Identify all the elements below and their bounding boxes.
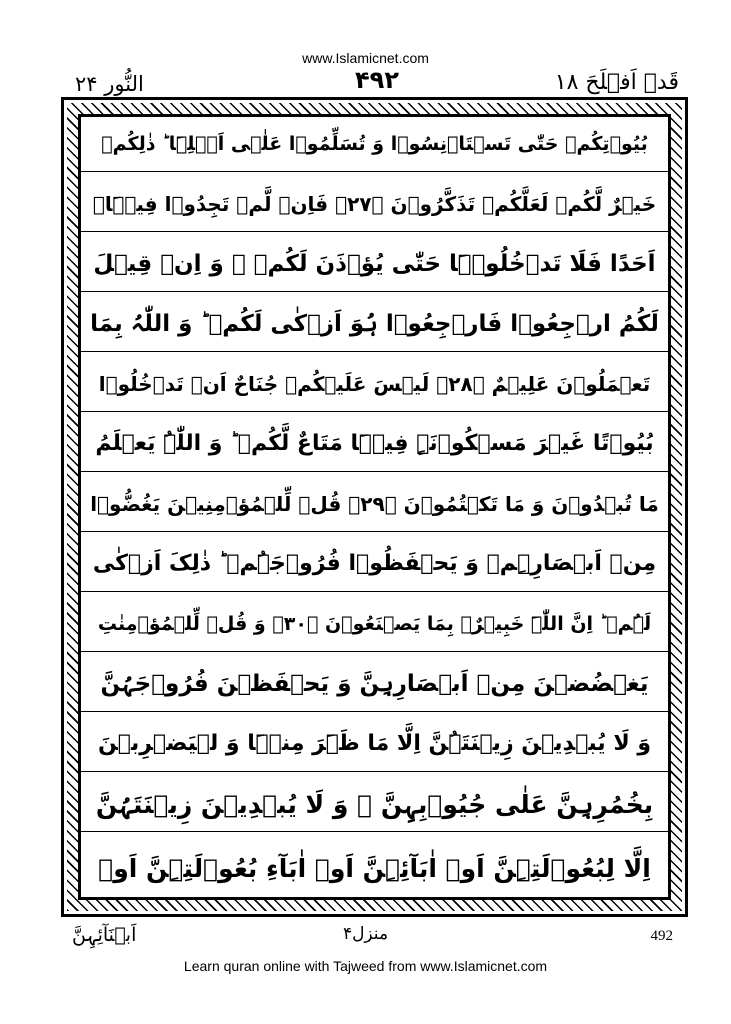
- verse-line-text: بُیُوۡتًا غَیۡرَ مَسۡکُوۡنَۃٍ فِیۡہَا مَتَاعٌ لَّکُمۡ ؕ وَ اللّٰہُ یَعۡلَمُ: [95, 431, 654, 456]
- verse-line: [81, 597, 668, 652]
- text-panel: [78, 114, 671, 900]
- page-number: 492: [650, 928, 673, 944]
- verse-line: [81, 837, 668, 899]
- verse-line: [81, 657, 668, 712]
- verse-line: [81, 417, 668, 472]
- verse-line-text: یَغۡضُضۡنَ مِنۡ اَبۡصَارِہِنَّ وَ یَحۡفَظۡنَ فُرُوۡجَہُنَّ: [100, 670, 649, 697]
- verse-line-text: لَکُمُ ارۡجِعُوۡا فَارۡجِعُوۡا ہُوَ اَزۡکٰی لَکُمۡ ؕ وَ اللّٰہُ بِمَا: [90, 310, 659, 337]
- verse-line-text: مِنۡ اَبۡصَارِہِمۡ وَ یَحۡفَظُوۡا فُرُوۡجَہُمۡ ؕ ذٰلِکَ اَزۡکٰی: [92, 551, 657, 576]
- verse-line: [81, 477, 668, 532]
- site-url[interactable]: www.Islamicnet.com: [302, 50, 429, 66]
- bottom-note[interactable]: Learn quran online with Tajweed from www.Islamicnet.com: [183, 958, 548, 974]
- verse-line-text: تَعۡمَلُوۡنَ عَلِیۡمٌ ﴿۲۸﴾ لَیۡسَ عَلَیۡکُمۡ جُنَاحٌ اَنۡ تَدۡخُلُوۡا: [98, 372, 651, 396]
- para-name: قَدۡ اَفۡلَحَ ۱۸: [554, 70, 679, 95]
- verse-line-text: بِخُمُرِہِنَّ عَلٰی جُیُوۡبِہِنَّ ۪ وَ لَا یُبۡدِیۡنَ زِیۡنَتَہُنَّ: [95, 789, 654, 819]
- verse-line-text: بُیُوۡتِکُمۡ حَتّٰی تَسۡتَاۡنِسُوۡا وَ تُسَلِّمُوۡا عَلٰۤی اَہۡلِہَا ؕ ذٰلِکُمۡ: [101, 132, 648, 155]
- verse-lines: [81, 117, 668, 897]
- verse-line-text: اَحَدًا فَلَا تَدۡخُلُوۡہَا حَتّٰی یُؤۡذَنَ لَکُمۡ ۚ وَ اِنۡ قِیۡلَ: [93, 250, 656, 277]
- verse-line: [81, 117, 668, 172]
- verse-line: [81, 777, 668, 832]
- verse-line-text: مَا تُبۡدُوۡنَ وَ مَا تَکۡتُمُوۡنَ ﴿۲۹﴾ قُلۡ لِّلۡمُؤۡمِنِیۡنَ یَغُضُّوۡا: [90, 492, 659, 516]
- manzil-label: منزل۴: [342, 924, 389, 944]
- verse-line: [81, 177, 668, 232]
- verse-line: [81, 537, 668, 592]
- verse-line-text: وَ لَا یُبۡدِیۡنَ زِیۡنَتَہُنَّ اِلَّا مَا ظَہَرَ مِنۡہَا وَ لۡیَضۡرِبۡنَ: [97, 731, 652, 756]
- verse-line: [81, 717, 668, 772]
- verse-line: [81, 297, 668, 352]
- verse-line: [81, 357, 668, 412]
- verse-line-text: لَہُمۡ ؕ اِنَّ اللّٰہَ خَبِیۡرٌۢ بِمَا یَصۡنَعُوۡنَ ﴿۳۰﴾ وَ قُلۡ لِّلۡمُؤۡمِنٰتِ: [97, 612, 652, 635]
- verse-line: [81, 237, 668, 292]
- surah-name: النُّور ۲۴: [75, 72, 144, 96]
- catchword: اَبۡنَآئِہِنَّ: [72, 924, 137, 946]
- verse-line-text: اِلَّا لِبُعُوۡلَتِہِنَّ اَوۡ اٰبَآئِہِنَّ اَوۡ اٰبَآءِ بُعُوۡلَتِہِنَّ اَوۡ: [98, 853, 651, 883]
- verse-line-text: خَیۡرٌ لَّکُمۡ لَعَلَّکُمۡ تَذَکَّرُوۡنَ ﴿۲۷﴾ فَاِنۡ لَّمۡ تَجِدُوۡا فِیۡہَاۤ: [92, 192, 657, 216]
- page-frame: [61, 97, 688, 917]
- page-number-arabic: ۴۹۲: [355, 66, 399, 94]
